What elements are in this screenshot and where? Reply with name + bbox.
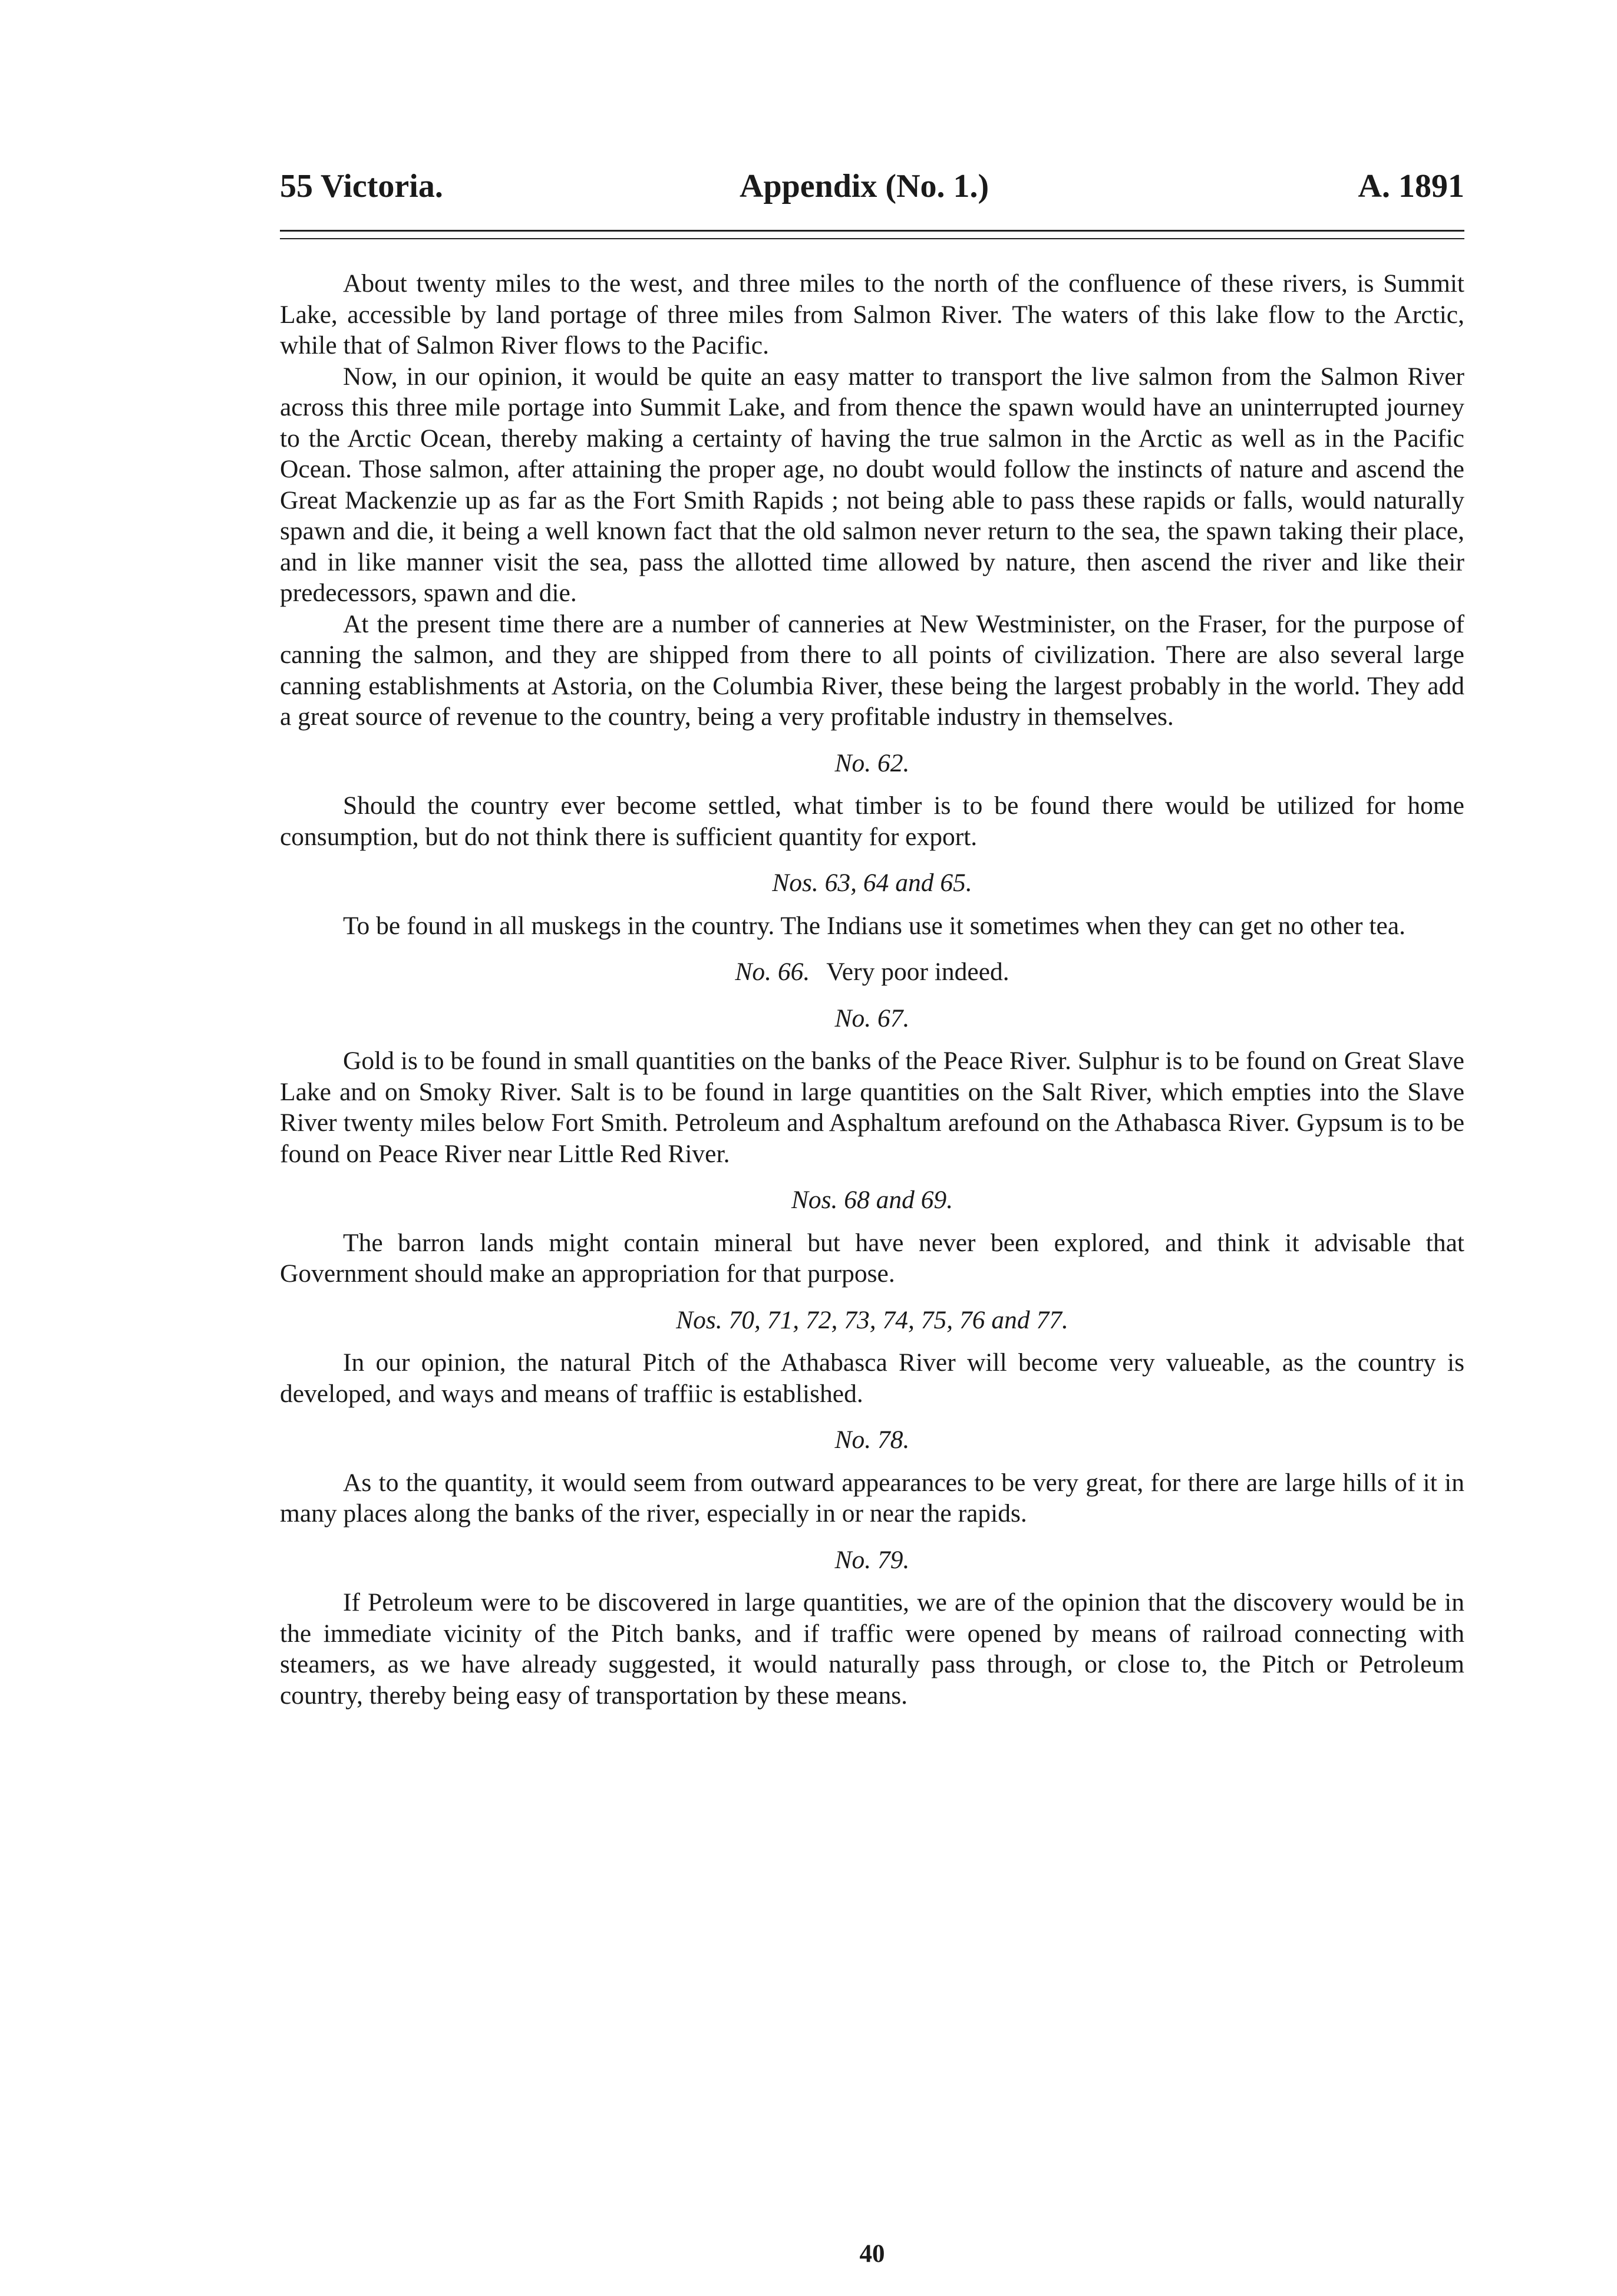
heading-no-79: No. 79. — [834, 1545, 910, 1574]
heading-no-66-label: No. 66. — [735, 958, 810, 986]
paragraph-summit-lake: About twenty miles to the west, and three miles to the north of the confluence of these rivers, is Summit Lake, accessible by land portage of three miles from Salmon River. The waters of this lake flow to the Arctic, while that of Salmon River flows to the Pacific. — [280, 269, 1464, 359]
heading-no-62: No. 62. — [834, 748, 910, 777]
paragraph-salmon-transport: Now, in our opinion, it would be quite an easy matter to transport the live salmon from the Salmon River across this three mile portage into Summit Lake, and from thence the spawn would have an uninterrupted journey to the Arctic Ocean, thereby making a certainty of having the true salmon in the Arctic as well as in the Pacific Ocean. Those salmon, after attaining the proper age, no doubt would follow the instincts of nature and ascend the Great Mackenzie up as far as the Fort Smith Rapids ; not being able to pass these rapids or falls, would naturally spawn and die, it being a well known fact that the old salmon never return to the sea, the spawn taking their place, and in like manner visit the sea, pass the allotted time allowed by nature, then ascend the river and like their predecessors, spawn and die. — [280, 362, 1464, 607]
heading-nos-68-69: Nos. 68 and 69. — [791, 1186, 953, 1214]
header-year: A. 1891 — [1358, 168, 1464, 204]
header-appendix: Appendix (No. 1.) — [740, 168, 989, 204]
header-rule-thick — [280, 230, 1464, 232]
paragraph-canneries: At the present time there are a number of canneries at New Westminister, on the Fraser, for the purpose of canning the salmon, and they are shipped from there to all points of civilization. There are also several large canning establishments at Astoria, on the Columbia River, these being the largest probably in the world. They add a great source of revenue to the country, being a very profitable industry in themselves. — [280, 609, 1464, 731]
page-number: 40 — [859, 2240, 885, 2268]
heading-no-67: No. 67. — [834, 1004, 910, 1032]
paragraph-muskeg-tea: To be found in all muskegs in the country. The Indians use it sometimes when they can get no other tea. — [343, 911, 1405, 940]
header-rule-thin — [280, 238, 1464, 239]
heading-no-66 — [280, 956, 1464, 988]
heading-nos-63-65: Nos. 63, 64 and 65. — [772, 869, 972, 897]
paragraph-timber: Should the country ever become settled, what timber is to be found there would be utilized for home consumption, but do not think there is sufficient quantity for export. — [280, 791, 1464, 851]
header-session: 55 Victoria. — [280, 168, 443, 204]
paragraph-pitch-value: In our opinion, the natural Pitch of the Athabasca River will become very valueable, as the country is developed, and ways and means of traffiic is established. — [280, 1348, 1464, 1408]
body-text — [280, 268, 1464, 1711]
paragraph-petroleum: If Petroleum were to be discovered in large quantities, we are of the opinion that the discovery would be in the immediate vicinity of the Pitch banks, and if traffic were opened by means of railroad connecting with steamers, as we have already suggested, it would naturally pass through, or close to, the Pitch or Petroleum country, thereby being easy of transportation by these means. — [280, 1588, 1464, 1710]
heading-no-78: No. 78. — [834, 1426, 910, 1454]
paragraph-minerals: Gold is to be found in small quantities on the banks of the Peace River. Sulphur is to be found on Great Slave Lake and on Smoky River. Salt is to be found in large quantities on the Salt River, which empties into the Slave River twenty miles below Fort Smith. Petroleum and Asphaltum arefound on the Athabasca River. Gypsum is to be found on Peace River near Little Red River. — [280, 1047, 1464, 1168]
heading-no-66-answer: Very poor indeed. — [826, 958, 1009, 986]
page-header — [280, 159, 1464, 212]
paragraph-pitch-quantity: As to the quantity, it would seem from outward appearances to be very great, for there are large hills of it in many places along the banks of the river, especially in or near the rapids. — [280, 1468, 1464, 1528]
heading-nos-70-77: Nos. 70, 71, 72, 73, 74, 75, 76 and 77. — [676, 1305, 1068, 1334]
paragraph-barron-lands: The barron lands might contain mineral but have never been explored, and think it advisable that Government should make an appropriation for that purpose. — [280, 1228, 1464, 1288]
